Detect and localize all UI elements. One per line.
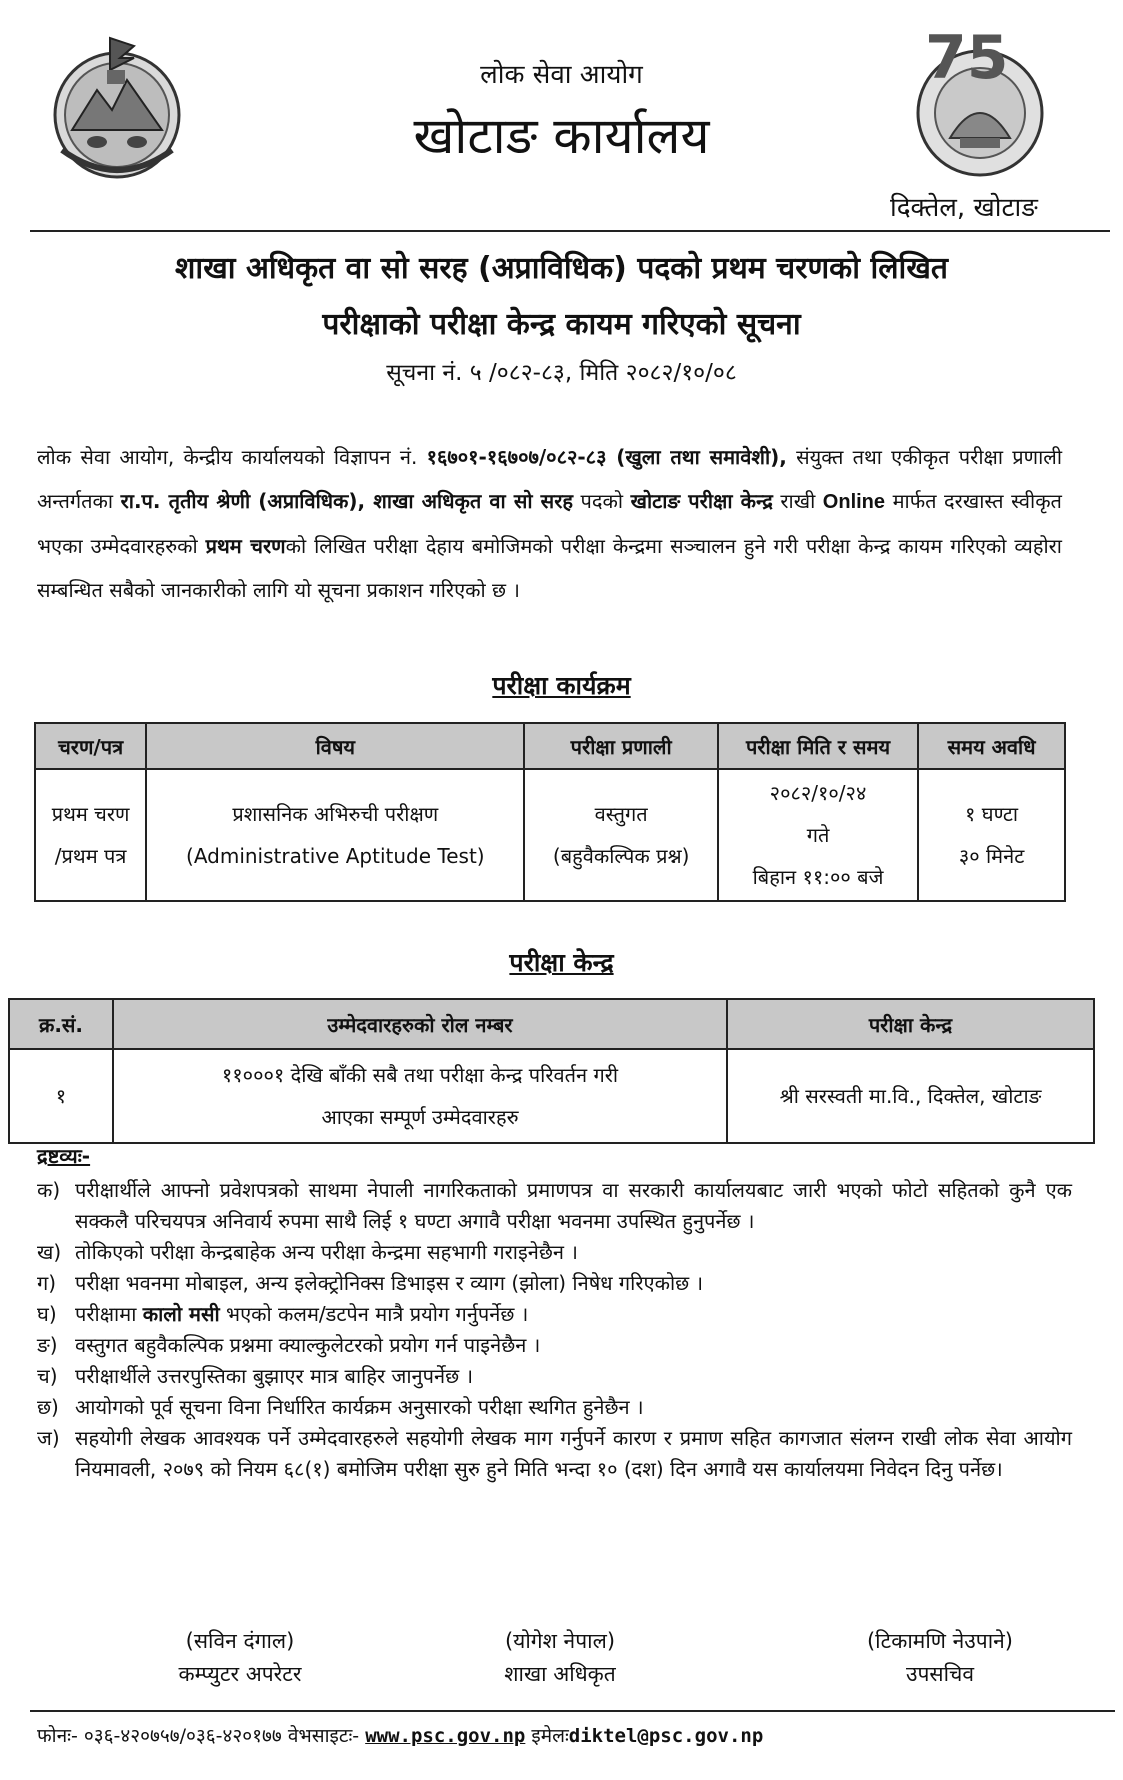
online-label: Online [822,491,886,513]
org-name: लोक सेवा आयोग [480,60,643,90]
subject-cell: प्रशासनिक अभिरुची परीक्षण (Administrative Aptitude Test) [146,769,524,901]
col-header: उम्मेदवारहरुको रोल नम्बर [113,999,727,1049]
system-cell: वस्तुगत (बहुवैकल्पिक प्रश्न) [524,769,718,901]
phone-numbers: फोनः- ०३६-४२०७५७/०३६-४२०१७७ [37,1725,282,1747]
notice-title-line1: शाखा अधिकृत वा सो सरह (अप्राविधिक) पदको प्रथम चरणको लिखित [175,251,948,286]
footer-contact: फोनः- ०३६-४२०७५७/०३६-४२०१७७ वेभसाइटः- www.psc.gov.np इमेलःdiktel@psc.gov.np [37,1725,764,1747]
office-location: दिक्तेल, खोटाङ [890,193,1038,223]
col-header: परीक्षा मिति र समय [718,723,918,769]
stage-cell: प्रथम चरण /प्रथम पत्र [35,769,146,901]
col-header: परीक्षा केन्द्र [727,999,1094,1049]
footer-divider [30,1710,1115,1712]
signatory-title: शाखा अधिकृत [504,1662,616,1686]
list-item: छ) आयोगको पूर्व सूचना विना निर्धारित कार्यक्रम अनुसारको परीक्षा स्थगित हुनेछैन । [37,1395,644,1419]
roll-number-cell: ११०००१ देखि बाँकी सबै तथा परीक्षा केन्द्र परिवर्तन गरी आएका सम्पूर्ण उम्मेदवारहरु [113,1049,727,1143]
col-header: चरण/पत्र [35,723,146,769]
signature-block [790,1625,1090,1691]
signatory-title: उपसचिव [905,1662,975,1686]
list-item: च) परीक्षार्थीले उत्तरपुस्तिका बुझाएर मात्र बाहिर जानुपर्नेछ । [37,1364,474,1388]
notice-body: लोक सेवा आयोग, केन्द्रीय कार्यालयको विज्ञापन नं. १६७०१-१६७०७/०८२-८३ (खुला तथा समावेशी), संयुक्त तथा एकीकृत परीक्षा प्रणाली अन्तर्गतका रा.प. तृतीय श्रेणी (अप्राविधिक), शाखा अधिकृत वा सो सरह पदको खोटाङ परीक्षा केन्द्र राखी Online मार्फत दरखास्त स्वीकृत भएका उम्मेदवारहरुको प्रथम चरणको लिखित परीक्षा देहाय बमोजिमको परीक्षा केन्द्रमा सञ्चालन हुने गरी परीक्षा केन्द्र कायम गरिएको व्यहोरा सम्बन्धित सबैको जानकारीको लागि यो सूचना प्रकाशन गरिएको छ । [37,445,1063,602]
serial-cell: १ [9,1049,113,1143]
post-name: रा.प. तृतीय श्रेणी (अप्राविधिक), शाखा अधिकृत वा सो सरह [120,489,574,513]
signatory-title: कम्प्युटर अपरेटर [178,1662,302,1686]
table-header-row [35,723,1065,769]
office-name: खोटाङ कार्यालय [413,107,710,165]
list-item: ङ) वस्तुगत बहुवैकल्पिक प्रश्नमा क्याल्कुलेटरको प्रयोग गर्न पाइनेछैन । [37,1333,541,1357]
col-header: क्र.सं. [9,999,113,1049]
header-divider [30,230,1110,232]
list-item: ज) सहयोगी लेखक आवश्यक पर्ने उम्मेदवारहरुले सहयोगी लेखक माग गर्नुपर्ने कारण र प्रमाण सहित कागजात संलग्न राखी लोक सेवा आयोग नियमावली, २०७९ को नियम ६८(१) बमोजिम परीक्षा सुरु हुने मिति भन्दा १० (दश) दिन अगावै यस कार्यालयमा निवेदन दिनु पर्नेछ। [37,1426,1072,1481]
table-row [9,1049,1094,1143]
svg-text:75: 75 [925,23,1009,93]
signatory-name: (टिकामणि नेउपाने) [866,1629,1013,1653]
col-header: समय अवधि [918,723,1065,769]
duration-cell: १ घण्टा ३० मिनेट [918,769,1065,901]
schedule-table [34,722,1066,902]
schedule-heading: परीक्षा कार्यक्रम [492,671,631,700]
col-header: परीक्षा प्रणाली [524,723,718,769]
notice-title-line2: परीक्षाको परीक्षा केन्द्र कायम गरिएको सूचना [322,307,801,342]
table-header-row [9,999,1094,1049]
date-cell: २०८२/१०/२४ गते बिहान ११:०० बजे [718,769,918,901]
email-link[interactable]: diktel@psc.gov.np [568,1725,764,1747]
col-header: विषय [146,723,524,769]
website-link[interactable]: www.psc.gov.np [365,1725,526,1747]
advertisement-number: १६७०१-१६७०७/०८२-८३ (खुला तथा समावेशी), [426,445,787,469]
notes-heading: द्रष्टव्यः- [37,1144,91,1168]
venue-cell: श्री सरस्वती मा.वि., दिक्तेल, खोटाङ [727,1049,1094,1143]
list-item: ग) परीक्षा भवनमा मोबाइल, अन्य इलेक्ट्रोनिक्स डिभाइस र व्याग (झोला) निषेध गरिएकोछ । [37,1271,704,1295]
signature-block [90,1625,390,1691]
list-item: क) परीक्षार्थीले आफ्नो प्रवेशपत्रको साथमा नेपाली नागरिकताको प्रमाणपत्र वा सरकारी कार्यालयबाट जारी भएको फोटो सहितको कुनै एक सक्कलै परिचयपत्र अनिवार्य रुपमा साथै लिई १ घण्टा अगावै परीक्षा भवनमा उपस्थित हुनुपर्नेछ । [37,1178,1072,1233]
signatory-name: (सविन दंगाल) [185,1629,295,1653]
signatory-name: (योगेश नेपाल) [504,1629,616,1653]
exam-center-name: खोटाङ परीक्षा केन्द्र [630,489,773,513]
list-item: ख) तोकिएको परीक्षा केन्द्रबाहेक अन्य परीक्षा केन्द्रमा सहभागी गराइनेछैन । [37,1240,578,1264]
signature-block [410,1625,710,1691]
first-stage-label: प्रथम चरण [205,534,286,558]
table-row [35,769,1065,901]
list-item: घ) परीक्षामा कालो मसी भएको कलम/डटपेन मात्रै प्रयोग गर्नुपर्नेछ । [37,1302,529,1326]
center-table [8,998,1095,1144]
center-heading: परीक्षा केन्द्र [509,948,614,977]
notes-list [37,1175,1072,1485]
notice-number: सूचना नं. ५ /०८२-८३, मिति २०८२/१०/०८ [386,360,737,386]
